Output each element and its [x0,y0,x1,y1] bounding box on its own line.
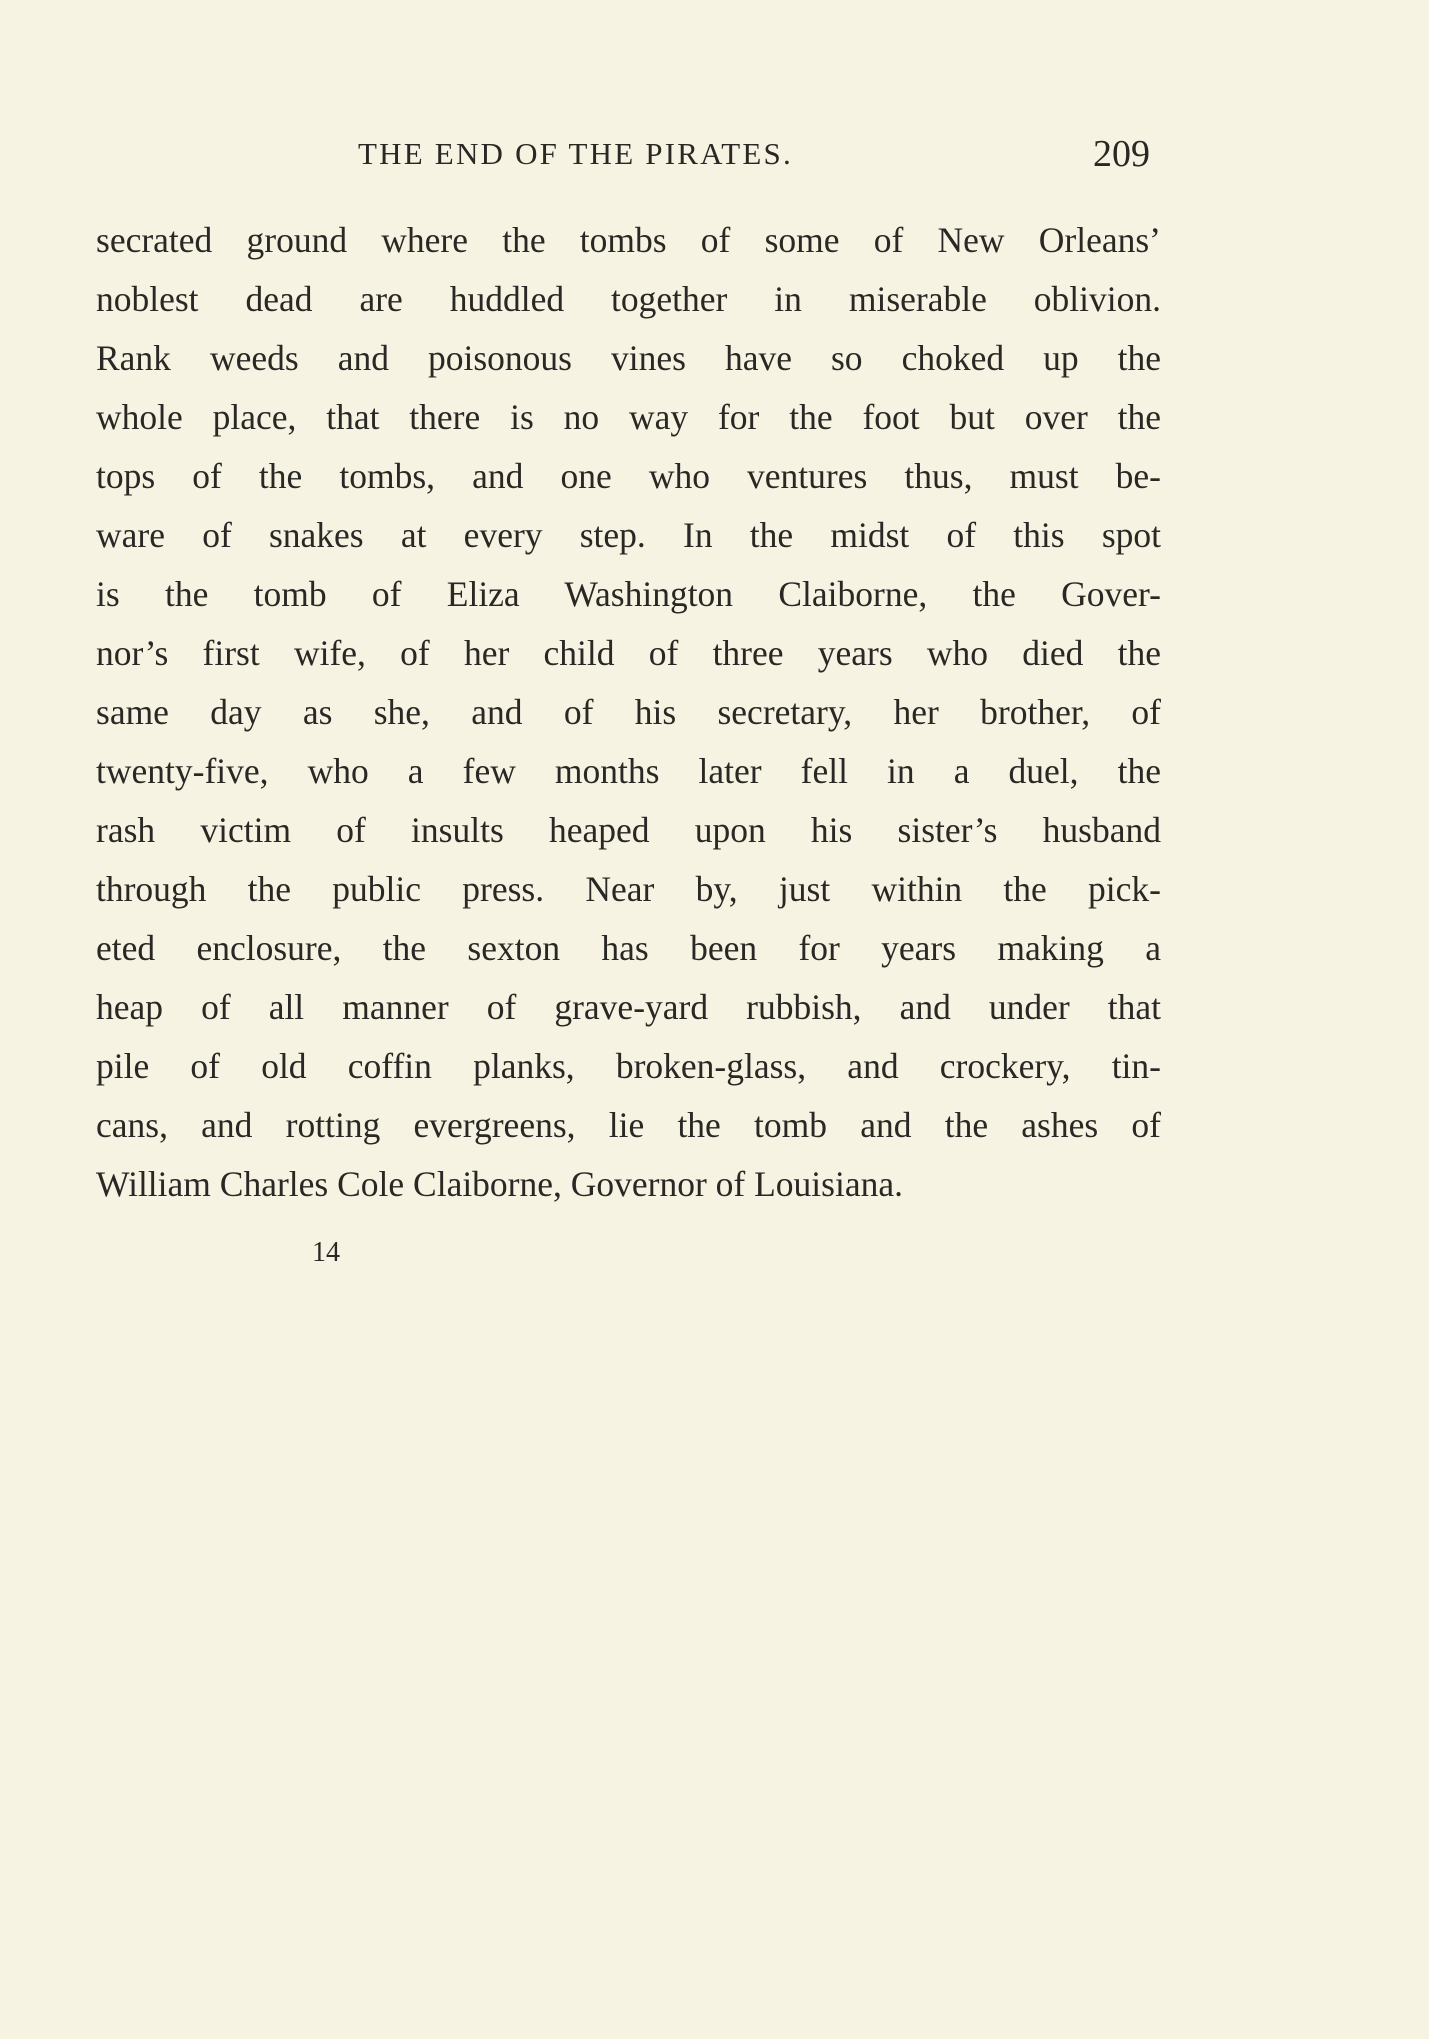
running-head [358,133,1158,186]
text-line: noblest dead are huddled together in miserable oblivion. [96,279,1161,319]
text-line: rash victim of insults heaped upon his sister’s husband [96,810,1161,850]
body-text [96,211,1161,1214]
text-line: cans, and rotting evergreens, lie the tomb and the ashes of [96,1105,1161,1145]
page-number: 209 [1093,133,1150,175]
text-line: eted enclosure, the sexton has been for years making a [96,928,1161,968]
text-line: twenty-five, who a few months later fell in a duel, the [96,751,1161,791]
text-line: William Charles Cole Claiborne, Governor of Louisiana. [96,1164,903,1204]
text-line: heap of all manner of grave-yard rubbish, and under that [96,987,1161,1027]
text-line: pile of old coffin planks, broken-glass, and crockery, tin- [96,1046,1161,1086]
running-title: THE END OF THE PIRATES. [358,136,793,171]
text-line: secrated ground where the tombs of some of New Orleans’ [96,220,1161,260]
text-line: nor’s first wife, of her child of three years who died the [96,633,1161,673]
text-line: same day as she, and of his secretary, her brother, of [96,692,1161,732]
text-line: through the public press. Near by, just within the pick- [96,869,1161,909]
text-line: ware of snakes at every step. In the midst of this spot [96,515,1161,555]
text-line: Rank weeds and poisonous vines have so choked up the [96,338,1161,378]
text-line: tops of the tombs, and one who ventures thus, must be- [96,456,1161,496]
text-line: is the tomb of Eliza Washington Claiborne, the Gover- [96,574,1161,614]
signature-mark: 14 [312,1237,340,1268]
text-line: whole place, that there is no way for the foot but over the [96,397,1161,437]
